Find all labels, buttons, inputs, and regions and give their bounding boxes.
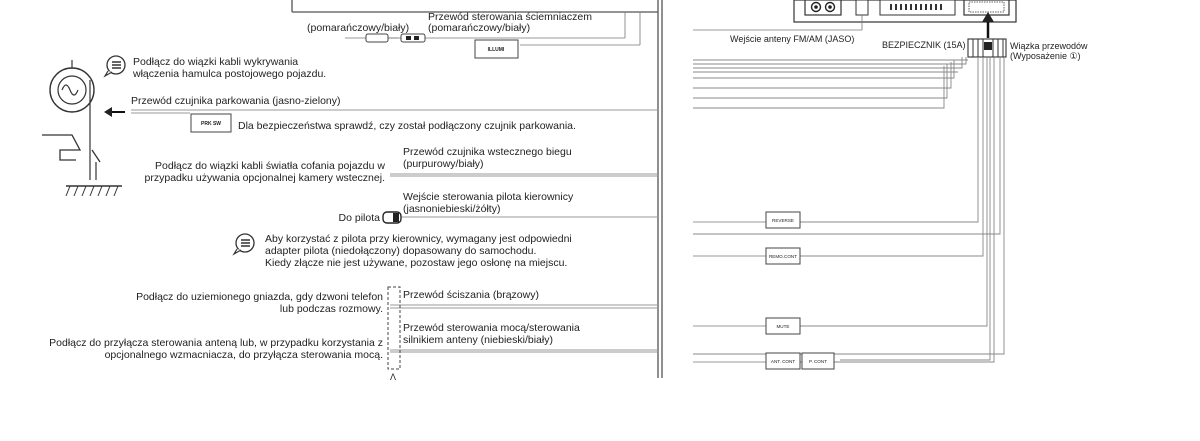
svg-text:P. CONT: P. CONT xyxy=(808,359,828,364)
prksw-box xyxy=(191,114,231,132)
brake-note-2: włączenia hamulca postojowego pojazdu. xyxy=(133,68,327,80)
arrow-left-icon xyxy=(104,107,125,117)
svg-text:ILLUMI: ILLUMI xyxy=(487,47,505,53)
illumi-connector-right xyxy=(401,34,425,42)
note-icon xyxy=(234,234,254,254)
harness-label-1: Wiązka przewodów xyxy=(1010,41,1088,51)
illumi-connector-left xyxy=(366,34,398,42)
illumi-wire-label-1: Przewód sterowania ściemniaczem xyxy=(428,11,592,23)
ant-left-1: Podłącz do przyłącza sterowania anteną lub, w przypadku korzystania z xyxy=(49,337,383,349)
remote-note-1: Aby korzystać z pilota przy kierownicy, wymagany jest odpowiedni xyxy=(265,233,572,245)
left-panel xyxy=(42,0,662,382)
mute-left-1: Podłącz do uziemionego gniazda, gdy dzwoni telefon xyxy=(136,291,383,303)
remote-wire-2: (jasnoniebieski/żółty) xyxy=(403,203,501,215)
ant-cont-box xyxy=(766,353,800,369)
remote-note-3: Kiedy złącze nie jest używane, pozostaw jego osłonę na miejscu. xyxy=(265,257,568,269)
mute-box xyxy=(766,318,800,334)
reverse-left-2: przypadku używania opcjonalnej kamery wstecznej. xyxy=(144,172,385,184)
mute-left-2: lub podczas rozmowy. xyxy=(279,303,383,315)
harness-label-2: (Wyposażenie ①) xyxy=(1010,51,1081,61)
reverse-left-1: Podłącz do wiązki kabli światła cofania pojazdu w xyxy=(155,160,385,172)
svg-text:REVERSE: REVERSE xyxy=(772,218,794,223)
harness-socket xyxy=(964,0,1009,15)
unit-slot xyxy=(856,0,868,15)
illumi-wire-label-2: (pomarańczowy/biały) xyxy=(428,22,531,34)
remote-note-2: adapter pilota (niedołączony) dopasowany do samochodu. xyxy=(265,245,537,257)
harness-connector xyxy=(968,39,1006,57)
fuse-label: BEZPIECZNIK (15A) xyxy=(882,40,966,50)
fuse-holder xyxy=(880,0,955,15)
mute-wire-label: Przewód ściszania (brązowy) xyxy=(403,289,539,301)
ant-wire-1: Przewód sterowania mocą/sterowania xyxy=(403,322,580,334)
remote-connector-icon xyxy=(383,212,401,223)
svg-text:PRK SW: PRK SW xyxy=(201,121,221,127)
footer-mark: Λ xyxy=(389,372,397,382)
ant-left-2: opcjonalnego wzmacniacza, do przyłącza sterowania mocą. xyxy=(104,349,383,361)
antenna-label: Wejście anteny FM/AM (JASO) xyxy=(730,34,855,44)
remote-wire-1: Wejście sterowania pilota kierownicy xyxy=(403,191,574,203)
reverse-wire-1: Przewód czujnika wstecznego biegu xyxy=(403,146,572,158)
illumi-box xyxy=(475,40,518,58)
harness-wires xyxy=(693,57,1004,362)
svg-text:REMO.CONT: REMO.CONT xyxy=(768,254,798,259)
right-panel xyxy=(693,0,1088,369)
remo-box xyxy=(766,248,800,264)
brake-switch-icon xyxy=(42,135,122,196)
brake-lamp-icon xyxy=(50,60,94,180)
dashed-bracket xyxy=(388,287,400,369)
p-cont-box xyxy=(802,353,834,369)
antenna-jack xyxy=(805,0,841,15)
svg-text:ANT. CONT: ANT. CONT xyxy=(770,359,796,364)
parking-safety-label: Dla bezpieczeństwa sprawdź, czy został podłączony czujnik parkowania. xyxy=(238,120,576,132)
remote-to-label: Do pilota xyxy=(338,212,380,224)
reverse-wire-2: (purpurowy/biały) xyxy=(403,158,484,170)
brake-note-1: Podłącz do wiązki kabli wykrywania xyxy=(133,56,299,68)
parking-wire-label: Przewód czujnika parkowania (jasno-zielony) xyxy=(131,95,341,107)
reverse-box xyxy=(766,212,800,228)
illumi-wire-label-left: (pomarańczowy/biały) xyxy=(307,22,410,34)
svg-text:MUTE: MUTE xyxy=(776,324,790,329)
ant-wire-2: silnikiem anteny (niebieski/biały) xyxy=(403,334,553,346)
note-icon xyxy=(105,56,125,76)
